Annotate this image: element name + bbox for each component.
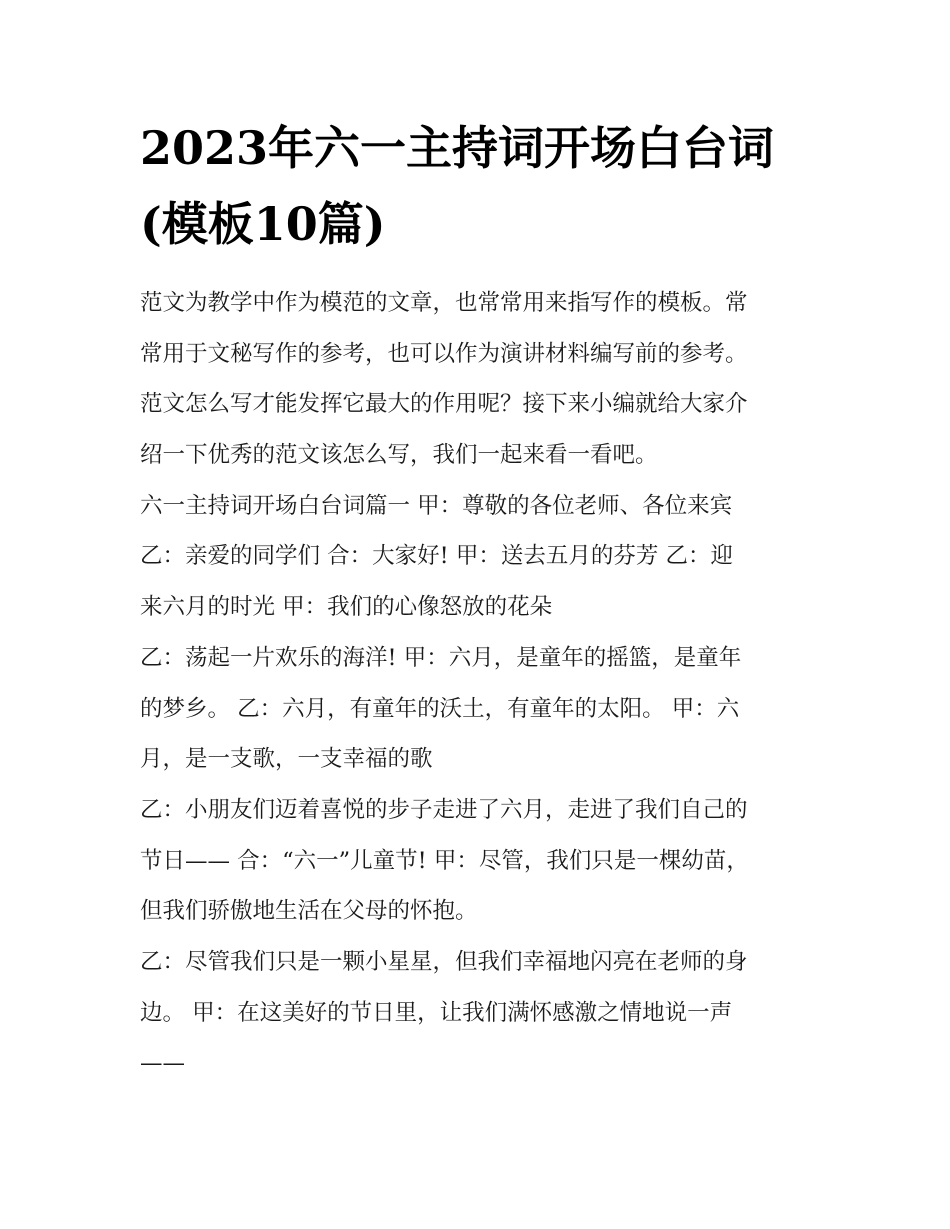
body-line: 范文怎么写才能发挥它最大的作用呢？接下来小编就给大家介 [140,391,748,418]
body-line: 绍一下优秀的范文该怎么写，我们一起来看一看吧。 [140,442,658,469]
body-line: 边。 甲：在这美好的节日里，让我们满怀感激之情地说一声 [140,999,733,1026]
body-line: —— [140,1050,185,1077]
body-line: 的梦乡。 乙：六月，有童年的沃土，有童年的太阳。 甲：六 [140,695,740,722]
body-line: 乙：尽管我们只是一颗小星星，但我们幸福地闪亮在老师的身 [140,948,748,975]
body-line: 月，是一支歌，一支幸福的歌 [140,746,433,773]
title-line-1: 2023年六一主持词开场白台词 [140,121,775,175]
body-line: 乙：荡起一片欢乐的海洋! 甲：六月，是童年的摇篮，是童年 [140,644,742,671]
body-line: 乙：亲爱的同学们 合：大家好! 甲：送去五月的芬芳 乙：迎 [140,543,733,570]
body-line: 但我们骄傲地生活在父母的怀抱。 [140,898,478,925]
body-line: 乙：小朋友们迈着喜悦的步子走进了六月，走进了我们自己的 [140,796,748,823]
document-title [140,110,820,262]
document-body [140,278,830,1089]
body-line: 六一主持词开场白台词篇一 甲：尊敬的各位老师、各位来宾 [140,492,733,519]
body-line: 常用于文秘写作的参考，也可以作为演讲材料编写前的参考。 [140,340,748,367]
body-line: 节日—— 合：“六一”儿童节! 甲：尽管，我们只是一棵幼苗， [140,847,749,874]
title-line-2: (模板10篇) [140,197,386,251]
body-line: 范文为教学中作为模范的文章，也常常用来指写作的模板。常 [140,290,748,316]
body-line: 来六月的时光 甲：我们的心像怒放的花朵 [140,594,553,621]
